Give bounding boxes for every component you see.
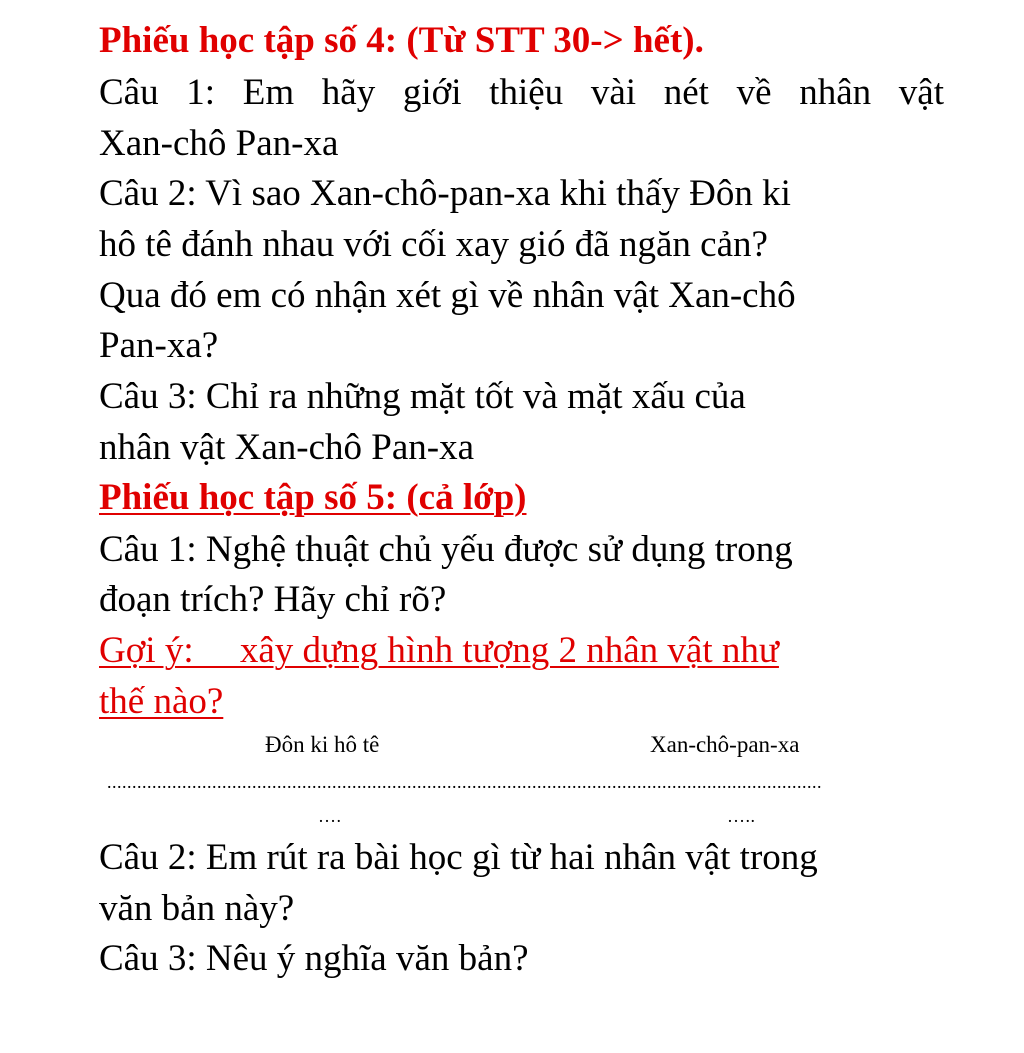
sheet-4-question-2-line-4: Pan-xa?: [99, 325, 219, 366]
answer-dotted-line: ...............................................................................................................................................: [107, 772, 822, 792]
character-label-xan-cho-pan-xa: Xan-chô-pan-xa: [650, 732, 800, 757]
answer-dots-left: ….: [318, 806, 342, 826]
sheet-4-question-2-line-3: Qua đó em có nhận xét gì về nhân vật Xan-chô: [99, 275, 796, 316]
sheet-4-title: Phiếu học tập số 4: (Từ STT 30-> hết).: [99, 20, 704, 61]
sheet-5-question-1-line-2: đoạn trích? Hãy chỉ rõ?: [99, 579, 447, 620]
sheet-4-question-3-line-2: nhân vật Xan-chô Pan-xa: [99, 427, 475, 468]
sheet-5-question-3: Câu 3: Nêu ý nghĩa văn bản?: [99, 938, 529, 979]
sheet-5-question-2-line-2: văn bản này?: [99, 888, 295, 929]
sheet-5-hint-line-1: Gợi ý: xây dựng hình tượng 2 nhân vật như: [99, 630, 779, 671]
sheet-5-question-2-line-1: Câu 2: Em rút ra bài học gì từ hai nhân vật trong: [99, 837, 818, 878]
sheet-5-question-1-line-1: Câu 1: Nghệ thuật chủ yếu được sử dụng trong: [99, 529, 793, 570]
sheet-4-question-2-line-2: hô tê đánh nhau với cối xay gió đã ngăn cản?: [99, 224, 768, 265]
sheet-5-hint-line-2: thế nào?: [99, 681, 224, 722]
sheet-4-question-1-line-2: Xan-chô Pan-xa: [99, 123, 339, 164]
sheet-4-question-2-line-1: Câu 2: Vì sao Xan-chô-pan-xa khi thấy Đôn ki: [99, 173, 791, 214]
sheet-4-question-1-line-1: Câu 1: Em hãy giới thiệu vài nét về nhân vật: [99, 72, 944, 113]
sheet-5-title: Phiếu học tập số 5: (cả lớp): [99, 477, 527, 518]
answer-dots-right: …..: [727, 806, 756, 826]
character-label-don-ki-ho-te: Đôn ki hô tê: [265, 732, 380, 757]
sheet-4-question-3-line-1: Câu 3: Chỉ ra những mặt tốt và mặt xấu của: [99, 376, 746, 417]
